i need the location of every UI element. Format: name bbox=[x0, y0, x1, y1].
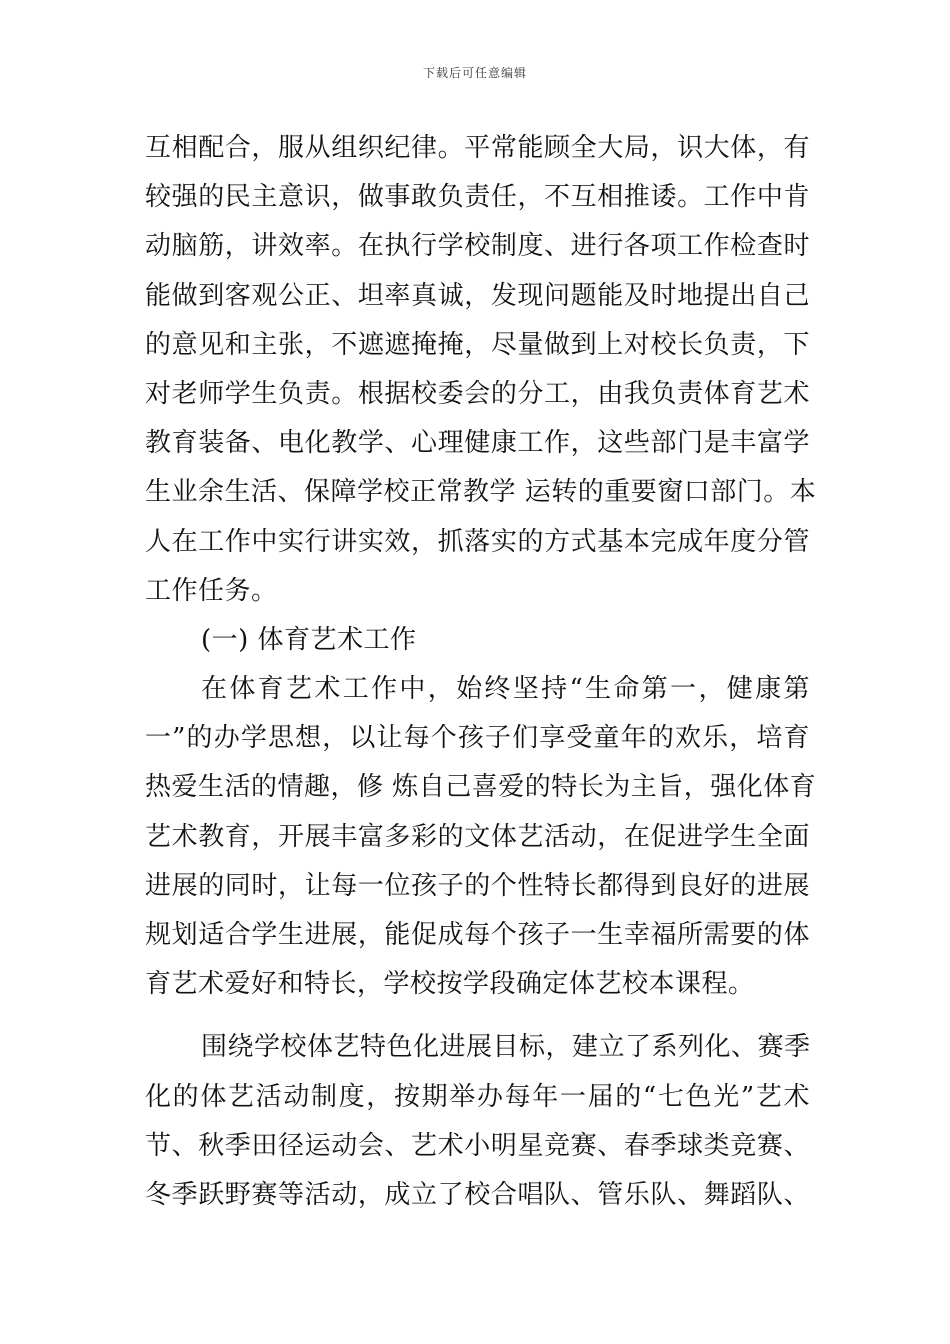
text-line: 进展的同时，让每一位孩子的个性特长都得到良好的进展 bbox=[145, 870, 810, 901]
text-line: 对老师学生负责。根据校委会的分工，由我负责体育艺术 bbox=[145, 378, 810, 409]
paragraph-2 bbox=[145, 665, 817, 1009]
text-line: 冬季跃野赛等活动，成立了校合唱队、管乐队、舞蹈队、 bbox=[145, 1179, 810, 1210]
text-line: 一”的办学思想，以让每个孩子们享受童年的欢乐，培育 bbox=[145, 723, 810, 754]
text-line: 工作任务。 bbox=[145, 575, 278, 606]
text-line: 节、秋季田径运动会、艺术小明星竞赛、春季球类竞赛、 bbox=[145, 1130, 810, 1161]
text-line: 育艺术爱好和特长，学校按学段确定体艺校本课程。 bbox=[145, 969, 755, 1000]
text-line: 生业余生活、保障学校正常教学 运转的重要窗口部门。本 bbox=[145, 477, 817, 508]
document-body bbox=[145, 124, 817, 1220]
section-heading bbox=[145, 616, 810, 665]
text-line: 教育装备、电化教学、心理健康工作，这些部门是丰富学 bbox=[145, 428, 810, 459]
text-line: 化的体艺活动制度，按期举办每年一届的“七色光”艺术 bbox=[145, 1081, 810, 1112]
paragraph-gap bbox=[145, 1009, 810, 1023]
text-line: 人在工作中实行讲实效，抓落实的方式基本完成年度分管 bbox=[145, 526, 810, 557]
text-line: 较强的民主意识，做事敢负责任，不互相推诿。工作中肯 bbox=[145, 182, 810, 213]
text-line: 艺术教育，开展丰富多彩的文体艺活动，在促进学生全面 bbox=[145, 821, 810, 852]
text-line: 在体育艺术工作中，始终坚持“生命第一，健康第 bbox=[201, 674, 810, 705]
text-line: 的意见和主张，不遮遮掩掩，尽量做到上对校长负责，下 bbox=[145, 329, 810, 360]
text-line: 围绕学校体艺特色化进展目标，建立了系列化、赛季 bbox=[201, 1032, 811, 1063]
paragraph-1 bbox=[145, 124, 817, 616]
heading-line: (一) 体育艺术工作 bbox=[201, 624, 417, 655]
page-header: 下载后可任意编辑 bbox=[422, 66, 527, 80]
text-line: 动脑筋，讲效率。在执行学校制度、进行各项工作检查时 bbox=[145, 231, 810, 262]
text-line: 热爱生活的情趣，修 炼自己喜爱的特长为主旨，强化体育 bbox=[145, 772, 817, 803]
paragraph-3 bbox=[145, 1023, 810, 1220]
text-line: 规划适合学生进展，能促成每个孩子一生幸福所需要的体 bbox=[145, 920, 810, 950]
text-line: 互相配合，服从组织纪律。平常能顾全大局，识大体，有 bbox=[145, 133, 810, 163]
text-line: 能做到客观公正、坦率真诚，发现问题能及时地提出自己 bbox=[145, 280, 810, 311]
